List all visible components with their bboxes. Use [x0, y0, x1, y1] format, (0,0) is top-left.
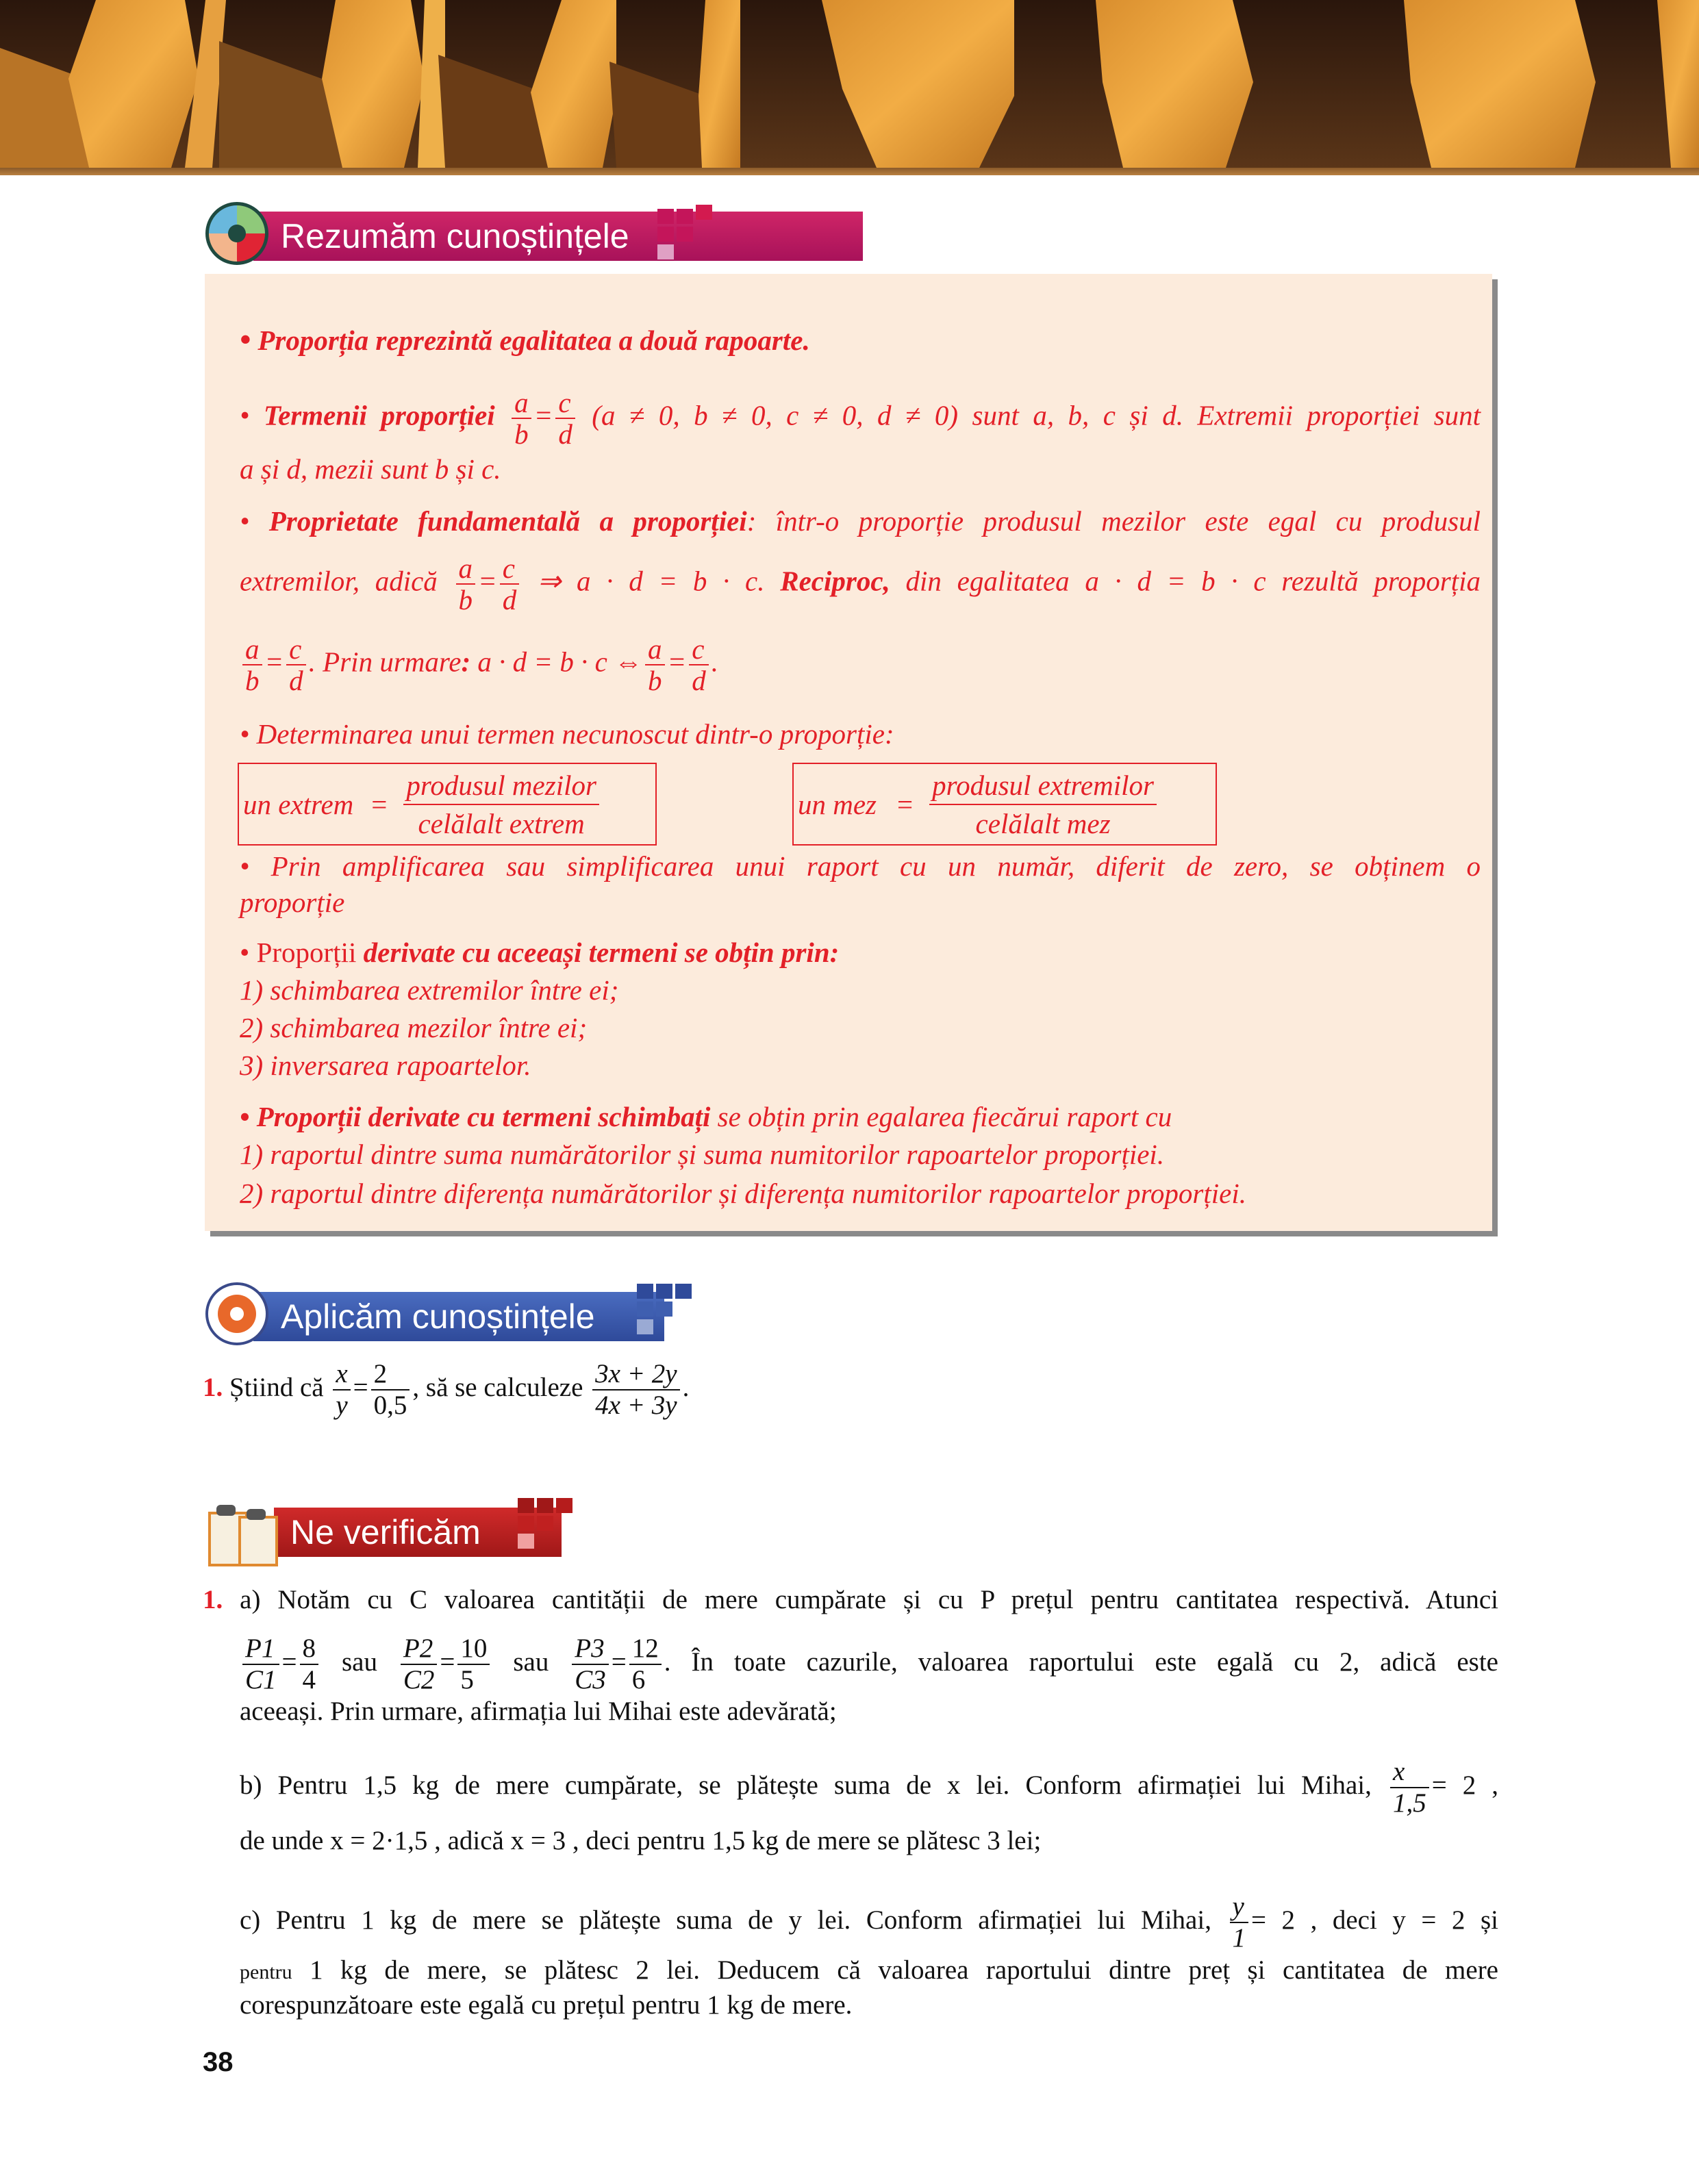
fraction	[500, 553, 520, 615]
text-segment: .	[682, 1372, 690, 1402]
summary-derived-same-heading	[240, 935, 1481, 969]
text-segment: =	[533, 399, 553, 431]
text-segment: •	[240, 322, 251, 357]
text-segment: sau	[341, 1647, 377, 1677]
solution-a-line1	[203, 1583, 1498, 1617]
numerator: 2	[371, 1359, 410, 1391]
solution-c-line3: corespunzătoare este egală cu prețul pentru 1 kg de mere.	[240, 1990, 853, 2020]
fraction	[371, 1359, 410, 1421]
denominator: b	[458, 584, 473, 615]
text-segment: se obțin prin egalarea fiecărui raport cu	[710, 1101, 1172, 1132]
text-segment: =	[897, 788, 914, 820]
fraction-a-b	[512, 388, 531, 449]
fraction	[242, 1634, 279, 1695]
numerator: produsul extremilor	[929, 767, 1157, 805]
decorative-square	[657, 227, 674, 242]
summary-property-line3	[240, 634, 1481, 696]
apply-section-header	[205, 1282, 699, 1345]
numerator: P1	[242, 1634, 279, 1665]
text-segment: 1 kg de mere, se plătesc 2 lei. Deducem că valoarea raportului dintre preț și cantitatea de mere	[292, 1955, 1498, 1985]
denominator: d	[289, 665, 303, 696]
numerator: c	[555, 388, 575, 419]
decorative-square	[518, 1498, 534, 1513]
summary-terms-line2: a și d, mezii sunt b și c.	[240, 453, 501, 485]
decorative-square	[677, 227, 693, 242]
numerator: c	[689, 634, 709, 665]
numerator: x	[1390, 1757, 1429, 1788]
apply-exercise-1	[203, 1359, 1461, 1421]
text-segment: (a ≠ 0, b ≠ 0, c ≠ 0, d ≠ 0)	[592, 399, 959, 431]
denominator: 4x + 3y	[595, 1391, 677, 1420]
summary-property-line2	[240, 553, 1481, 615]
fraction	[456, 553, 476, 615]
text-segment: extremilor, adică	[240, 565, 438, 597]
numerator: a	[512, 388, 531, 419]
rule-mez-box	[792, 763, 1217, 846]
solution-b-line1	[240, 1757, 1498, 1818]
text-segment: Proprietate fundamentală a proporției	[268, 505, 747, 537]
numerator: P3	[572, 1634, 609, 1665]
denominator: d	[502, 584, 517, 615]
fraction	[457, 1634, 490, 1695]
numerator: produsul mezilor	[403, 767, 599, 805]
gears-icon	[205, 1282, 268, 1345]
fraction	[403, 767, 599, 842]
text-segment: =	[478, 565, 497, 597]
decorative-square	[537, 1516, 553, 1531]
numerator: a	[242, 634, 262, 665]
check-section-header	[205, 1498, 575, 1561]
text-segment: sau	[513, 1647, 549, 1677]
fraction	[300, 1634, 319, 1695]
decorative-square	[675, 1284, 692, 1299]
list-item: 1) schimbarea extremilor între ei;	[240, 974, 619, 1006]
apply-title: Aplicăm cunoștințele	[253, 1292, 664, 1341]
text-segment: =	[440, 1647, 455, 1677]
summary-property-line1	[240, 504, 1481, 538]
numerator: 12	[629, 1634, 662, 1665]
decorative-square	[537, 1498, 553, 1513]
fraction	[242, 634, 262, 696]
solution-c-line2	[240, 1953, 1498, 1990]
clipboard-checklist-icon	[208, 1505, 284, 1561]
decorative-square	[518, 1534, 534, 1549]
decorative-square	[696, 205, 712, 220]
text-segment: =	[264, 646, 284, 678]
summary-title: Rezumăm cunoștințele	[253, 212, 863, 261]
denominator: 0,5	[373, 1391, 407, 1420]
fraction	[1230, 1892, 1249, 1953]
denominator: b	[648, 665, 662, 696]
decorative-square	[637, 1319, 653, 1334]
text-segment: 1.	[203, 1372, 223, 1402]
denominator: celălalt mez	[975, 807, 1111, 839]
denominator: C2	[403, 1665, 435, 1694]
fraction	[333, 1359, 350, 1421]
text-segment: . În toate cazurile, valoarea raportului este egală cu 2, adică este	[664, 1647, 1498, 1677]
text-segment: = 2 , deci y = 2 și	[1251, 1905, 1498, 1935]
summary-terms-line1	[240, 388, 1481, 449]
page-number: 38	[203, 2047, 234, 2077]
denominator: 1	[1232, 1923, 1246, 1953]
decorative-square	[637, 1301, 653, 1317]
text-segment: ⇒ a · d = b · c.	[537, 565, 765, 597]
solution-b-line2: de unde x = 2·1,5 , adică x = 3 , deci pentru 1,5 kg de mere se plătesc 3 lei;	[240, 1826, 1042, 1855]
decorative-square	[637, 1284, 653, 1299]
text-segment: =	[353, 1372, 368, 1402]
text-segment: b) Pentru 1,5 kg de mere cumpărate, se plătește suma de x lei. Conform afirmației lui Mihai,	[240, 1770, 1372, 1800]
text-segment: =	[281, 1647, 297, 1677]
header-decorative-image	[0, 0, 1699, 175]
summary-definition	[240, 322, 1481, 357]
fraction	[572, 1634, 609, 1695]
numerator: a	[645, 634, 665, 665]
numerator: x	[333, 1359, 350, 1391]
list-item: 3) inversarea rapoartelor.	[240, 1050, 531, 1081]
rule-extrem-box	[238, 763, 657, 846]
denominator: b	[514, 418, 529, 450]
decorative-square	[657, 209, 674, 224]
text-segment: Reciproc,	[780, 565, 890, 597]
denominator: celălalt extrem	[418, 807, 585, 839]
denominator: y	[336, 1391, 348, 1420]
text-segment: =	[611, 1647, 627, 1677]
numerator: c	[500, 553, 520, 585]
denominator: b	[245, 665, 260, 696]
text-segment: pentru	[240, 1961, 292, 1983]
decorative-square	[656, 1284, 672, 1299]
denominator: 5	[460, 1665, 474, 1694]
denominator: 1,5	[1392, 1788, 1426, 1818]
numerator: 3x + 2y	[592, 1359, 679, 1391]
fraction-c-d	[555, 388, 575, 449]
denominator: d	[692, 665, 706, 696]
text-segment: Termenii proporției	[263, 399, 495, 431]
numerator: a	[456, 553, 476, 585]
solution-a-line2	[240, 1634, 1498, 1695]
check-title: Ne verificăm	[274, 1508, 562, 1557]
text-segment: :	[461, 646, 471, 678]
fraction	[929, 767, 1157, 842]
text-segment: =	[371, 788, 388, 820]
decorative-square	[556, 1498, 572, 1513]
list-item: 2) raportul dintre diferența numărătorilor și diferența numitorilor rapoartelor proporției.	[240, 1178, 1246, 1209]
denominator: C3	[575, 1665, 606, 1694]
fraction	[645, 634, 665, 696]
text-segment: •	[240, 399, 250, 431]
fraction	[401, 1634, 438, 1695]
decorative-square	[518, 1516, 534, 1531]
text-segment: c) Pentru 1 kg de mere se plătește suma de y lei. Conform afirmației lui Mihai,	[240, 1905, 1211, 1935]
cycle-arrows-icon	[205, 202, 268, 265]
numerator: c	[286, 634, 306, 665]
text-segment: Știind că	[229, 1372, 324, 1402]
fraction	[689, 634, 709, 696]
fraction	[1390, 1757, 1429, 1818]
decorative-square	[677, 209, 693, 224]
list-item: 2) schimbarea mezilor între ei;	[240, 1012, 588, 1043]
text-segment: . Prin urmare	[308, 646, 462, 678]
numerator: 10	[457, 1634, 490, 1665]
text-segment: .	[711, 646, 718, 678]
denominator: d	[558, 418, 572, 450]
list-item: 1) raportul dintre suma numărătorilor și suma numitorilor rapoartelor proporției.	[240, 1139, 1165, 1170]
decorative-square	[657, 244, 674, 259]
text-segment: a) Notăm cu C valoarea cantității de mere cumpărate și cu P prețul pentru cantitatea respectivă. Atunci	[240, 1585, 1499, 1614]
denominator: 4	[302, 1665, 316, 1694]
summary-section-header	[205, 202, 726, 265]
text-segment: 1.	[203, 1585, 223, 1614]
text-segment: : într-o proporție produsul mezilor este egal cu produsul	[746, 505, 1481, 537]
denominator: 6	[631, 1665, 646, 1694]
text-segment: •	[240, 505, 250, 537]
text-segment: • Proporții	[240, 937, 364, 968]
summary-amplification-line1: • Prin amplificarea sau simplificarea unui raport cu un număr, diferit de zero, se obținem o	[240, 850, 1481, 882]
summary-unknown-term-heading: • Determinarea unui termen necunoscut dintr-o proporție:	[240, 718, 894, 750]
summary-derived-changed-heading	[240, 1100, 1481, 1134]
numerator: 8	[300, 1634, 319, 1665]
fraction	[629, 1634, 662, 1695]
summary-amplification-line2: proporție	[240, 887, 345, 918]
text-segment: = 2 ,	[1431, 1770, 1498, 1800]
text-segment: sunt a, b, c și d. Extremii proporției sunt	[972, 399, 1481, 431]
text-segment: din egalitatea a · d = b · c rezultă proporția	[905, 565, 1481, 597]
solution-a-line3: aceeași. Prin urmare, afirmația lui Mihai este adevărată;	[240, 1697, 837, 1726]
text-segment: un mez	[798, 788, 877, 820]
text-segment: un extrem	[243, 788, 354, 820]
numerator: y	[1230, 1892, 1249, 1923]
decorative-square	[656, 1301, 672, 1317]
text-segment: • Proporții derivate cu termeni schimbați	[240, 1101, 711, 1132]
text-segment: derivate cu aceeași termeni se obțin prin:	[363, 937, 840, 968]
numerator: P2	[401, 1634, 438, 1665]
denominator: C1	[245, 1665, 277, 1694]
fraction	[286, 634, 306, 696]
text-segment: a · d = b · c ⇔	[477, 646, 643, 678]
solution-c-line1	[240, 1892, 1498, 1953]
text-segment: , să se calculeze	[412, 1372, 583, 1402]
text-segment: Proporția reprezintă egalitatea a două rapoarte.	[257, 325, 810, 356]
fraction	[592, 1359, 679, 1421]
text-segment: =	[667, 646, 687, 678]
